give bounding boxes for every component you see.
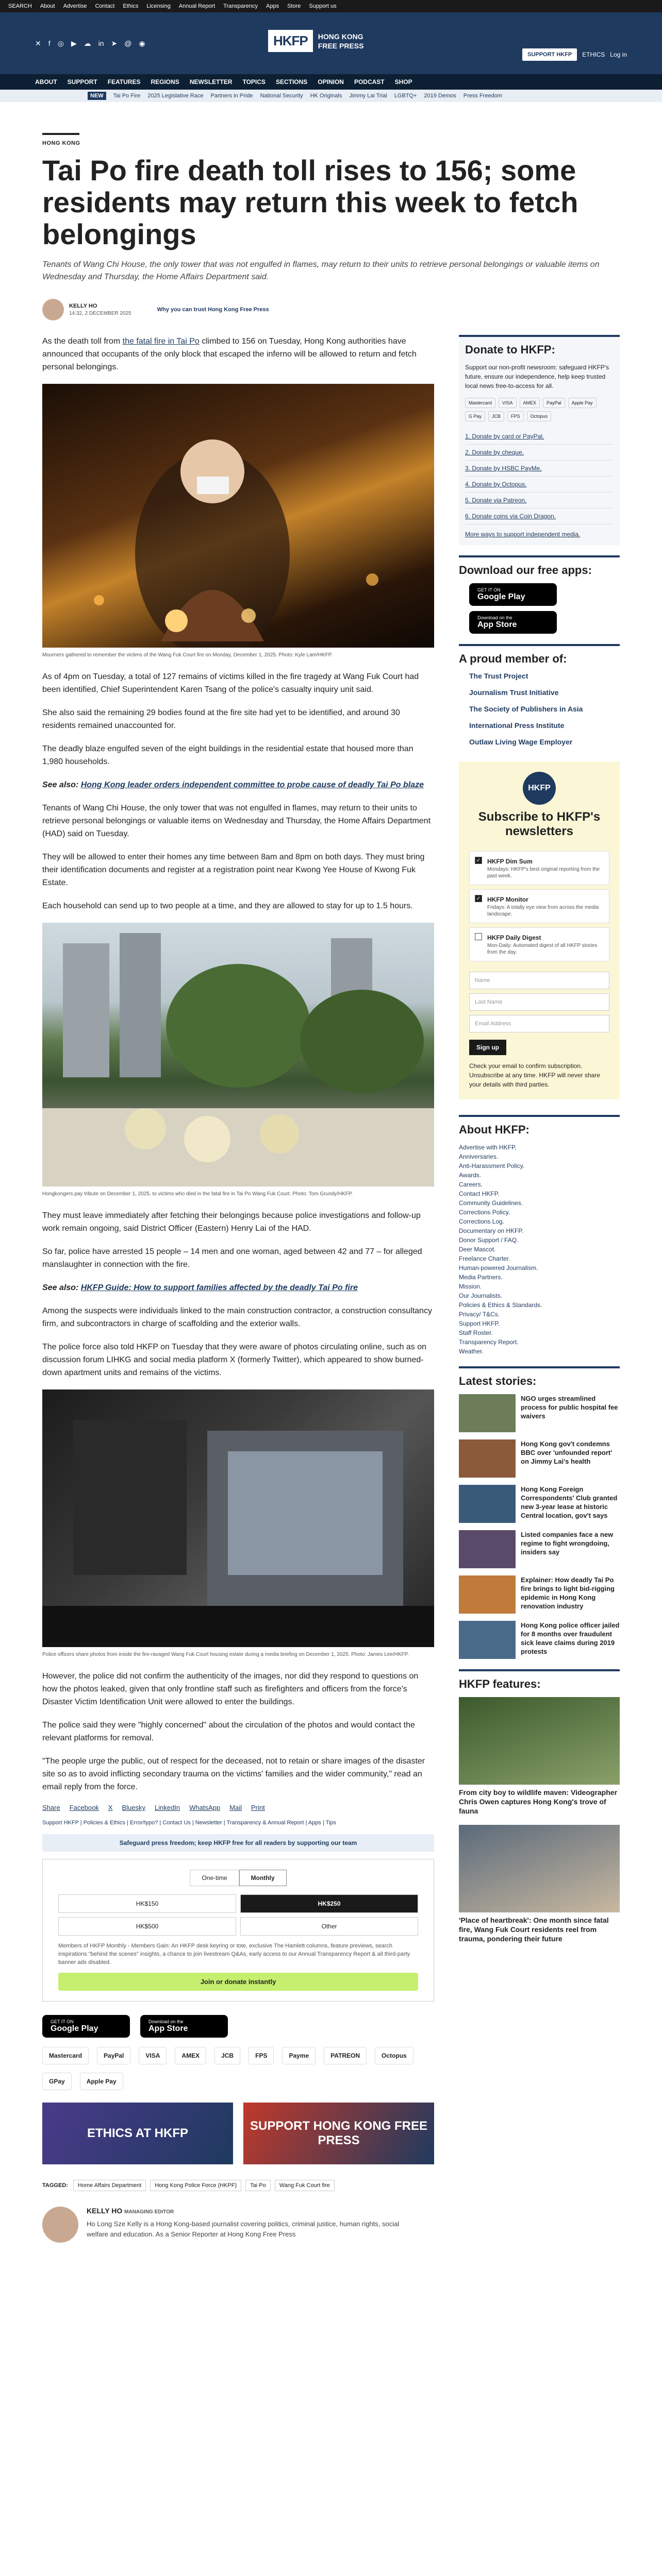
about-link[interactable]: Community Guidelines. bbox=[459, 1199, 523, 1207]
donate-options bbox=[465, 429, 614, 524]
youtube-icon[interactable]: ▶ bbox=[71, 39, 77, 47]
latest-story[interactable] bbox=[459, 1621, 620, 1659]
section-rule bbox=[42, 133, 79, 135]
about-link[interactable]: Documentary on HKFP. bbox=[459, 1227, 524, 1234]
trending-link[interactable]: Partners in Pride bbox=[210, 93, 253, 99]
feature-image[interactable] bbox=[459, 1697, 620, 1785]
nav-item-podcast[interactable]: PODCAST bbox=[354, 78, 385, 86]
newsletter-checkbox[interactable]: ✓ bbox=[475, 895, 482, 902]
newsletter-desc: Fridays: A totally eye view from across the media landscape. bbox=[487, 905, 599, 917]
paragraph: The police said they were "highly concerned" about the circulation of the photos and would contact the relevant platforms for removal. bbox=[42, 1721, 415, 1742]
search-link[interactable]: SEARCH bbox=[8, 3, 32, 9]
trending-link[interactable]: Press Freedom bbox=[463, 93, 502, 99]
about-link[interactable]: Support HKFP. bbox=[459, 1320, 500, 1327]
author-name[interactable]: KELLY HO bbox=[69, 303, 97, 309]
latest-story[interactable] bbox=[459, 1394, 620, 1432]
paragraph: The police force also told HKFP on Tuesday that they were aware of photos circulating online, such as on discussion forum LIHKG and social media platform X (formerly Twitter), which appeared to show burned-down apartment units and remains of the victims. bbox=[42, 1343, 427, 1377]
article-standfirst: Tenants of Wang Chi House, the only tower that was not engulfed in flames, may return to their units to retrieve personal belongings or valuable items on Wednesday and Thursday, the Home Affairs Department said. bbox=[42, 260, 600, 281]
payment-methods bbox=[42, 2047, 434, 2090]
amount-option-other[interactable]: Other bbox=[240, 1917, 418, 1936]
story-title[interactable]: Hong Kong police officer jailed for 8 months over fraudulent sick leave claims during 2019 protests bbox=[521, 1621, 620, 1655]
newsletter-option[interactable] bbox=[469, 889, 609, 923]
about-link[interactable]: Policies & Ethics & Standards. bbox=[459, 1301, 542, 1309]
donate-text: Support our non-profit newsroom: safeguard HKFP's future, ensure our independence, help keep trusted local news free-to-access for all. bbox=[465, 364, 609, 389]
article-body bbox=[42, 335, 434, 2243]
email-input[interactable]: Email Address bbox=[469, 1015, 609, 1032]
about-link[interactable]: Staff Roster. bbox=[459, 1329, 493, 1336]
member-logo[interactable]: International Press Institute bbox=[469, 721, 565, 730]
paragraph: Each household can send up to two people at a time, and they are allowed to stay for up to 1.5 hours. bbox=[42, 902, 413, 910]
apps-box bbox=[459, 555, 620, 634]
membership-note: Members of HKFP Monthly - Members Gain: An HKFP desk keyring or tote, exclusive The Hamlett columns, feature previews, search inspirations "behind the scenes" insights, a chance to join livestream Q&As, early access to our Annual Transparency Report & all third-party banner ads disabled. bbox=[58, 1943, 410, 1965]
newsletter-name: HKFP Monitor bbox=[487, 896, 528, 903]
trending-link[interactable]: Jimmy Lai Trial bbox=[349, 93, 387, 99]
ethics-link[interactable]: ETHICS bbox=[582, 51, 605, 58]
newsletter-name: HKFP Dim Sum bbox=[487, 858, 533, 865]
photo-caption: Police officers share photos from inside the fire-ravaged Wang Fuk Court housing estate during a media briefing on December 1, 2025. Photo: James Lee/HKFP. bbox=[42, 1652, 409, 1657]
see-also-link[interactable]: Hong Kong leader orders independent committee to probe cause of deadly Tai Po blaze bbox=[80, 781, 424, 789]
threads-icon[interactable]: @ bbox=[124, 39, 132, 47]
story-thumbnail[interactable] bbox=[459, 1575, 516, 1614]
nav-item-opinion[interactable]: OPINION bbox=[318, 78, 344, 86]
about-link[interactable]: Corrections Log. bbox=[459, 1218, 505, 1225]
photo-caption: Hongkongers pay tribute on December 1, 2025, to victims who died in the fatal fire in Tai Po Wang Fuk Court. Photo: Tom Grundy/HKFP. bbox=[42, 1191, 353, 1197]
tag-link[interactable]: Wang Fuk Court fire bbox=[275, 2180, 335, 2191]
tributes-illustration bbox=[42, 923, 434, 1187]
signup-button[interactable]: Sign up bbox=[469, 1040, 506, 1055]
payment-logo: Octopus bbox=[375, 2047, 413, 2064]
share-label: Share bbox=[42, 1804, 60, 1811]
author-avatar[interactable] bbox=[42, 299, 64, 320]
safeguard-banner: Safeguard press freedom; keep HKFP free for all readers by supporting our team bbox=[42, 1834, 434, 1852]
donate-option-link[interactable]: 6. Donate coins via Coin Dragon. bbox=[465, 509, 614, 524]
paragraph: As of 4pm on Tuesday, a total of 127 remains of victims killed in the fire tragedy at Wang Fuk Court had been identified, Chief Superintendent Karen Tsang of the police's casualty inquiry unit said. bbox=[42, 672, 419, 694]
donate-option-link[interactable]: 5. Donate via Patreon. bbox=[465, 493, 614, 509]
story-title[interactable]: Hong Kong Foreign Correspondents' Club granted new 3-year lease at historic Central location, gov't says bbox=[521, 1485, 618, 1519]
payment-icon: G Pay bbox=[465, 411, 485, 421]
top-utility-bar bbox=[0, 0, 662, 12]
amount-option-selected[interactable]: HK$250 bbox=[240, 1894, 418, 1913]
member-heading: A proud member of: bbox=[459, 652, 567, 665]
about-link[interactable]: Careers. bbox=[459, 1181, 483, 1188]
story-thumbnail[interactable] bbox=[459, 1485, 516, 1523]
article-photo-tributes[interactable] bbox=[42, 923, 434, 1187]
trust-link[interactable]: Why you can trust Hong Kong Free Press bbox=[157, 307, 269, 313]
trending-link[interactable]: HK Originals bbox=[310, 93, 342, 99]
photo-caption: Mourners gathered to remember the victims of the Wang Fuk Court fire on Monday, December 1, 2025. Photo: Kyle Lam/HKFP. bbox=[42, 652, 333, 658]
nav-item-sections[interactable]: SECTIONS bbox=[275, 78, 308, 86]
topbar-link[interactable]: Annual Report bbox=[178, 3, 216, 9]
paragraph: The deadly blaze engulfed seven of the eight buildings in the residential estate that housed more than 1,980 households. bbox=[42, 744, 413, 766]
paragraph: However, the police did not confirm the authenticity of the images, nor did they respond to questions on how the photos leaked, given that only frontline staff such as firefighters and officers from the force's Disaster Victim Identification Unit were allowed to enter the buildings. bbox=[42, 1672, 419, 1706]
paragraph: They will be allowed to enter their homes any time between 8am and 8pm on both days. They must bring their identification documents and register at a registration point near Kwong Yee House of Kwong Fuk Estate. bbox=[42, 853, 425, 887]
sidebar bbox=[459, 335, 620, 2243]
article-photo-burned-unit[interactable] bbox=[42, 1389, 434, 1647]
nav-item-topics[interactable]: TOPICS bbox=[242, 78, 266, 86]
latest-heading: Latest stories: bbox=[459, 1375, 537, 1387]
facebook-icon[interactable]: f bbox=[48, 39, 51, 47]
payment-icon: FPS bbox=[507, 411, 524, 421]
member-logo[interactable]: Outlaw Living Wage Employer bbox=[469, 738, 573, 746]
donate-box bbox=[459, 335, 620, 545]
trending-link[interactable]: Tai Po Fire bbox=[113, 93, 141, 99]
newsletter-option[interactable] bbox=[469, 927, 609, 961]
about-link[interactable]: Contact HKFP. bbox=[459, 1190, 500, 1197]
member-logo[interactable]: Journalism Trust Initiative bbox=[469, 688, 559, 697]
app-promo bbox=[42, 2015, 434, 2038]
donate-option-link[interactable]: 3. Donate by HSBC PayMe. bbox=[465, 461, 614, 477]
linkedin-icon[interactable]: in bbox=[98, 39, 104, 47]
amount-option[interactable]: HK$150 bbox=[58, 1894, 236, 1913]
publish-date: 14:32, 2 DECEMBER 2025 bbox=[69, 311, 131, 316]
story-thumbnail[interactable] bbox=[459, 1621, 516, 1659]
story-title[interactable]: Listed companies face a new regime to fight wrongdoing, insiders say bbox=[521, 1531, 614, 1556]
paragraph: They must leave immediately after fetching their belongings because police investigations and follow-up work remain ongoing, said District Officer (Eastern) Henry Lai of the HAD. bbox=[42, 1211, 421, 1233]
about-link[interactable]: Advertise with HKFP. bbox=[459, 1144, 517, 1151]
tag-link[interactable]: Tai Po bbox=[245, 2180, 271, 2191]
author-avatar[interactable] bbox=[42, 2207, 78, 2243]
about-link[interactable]: Mission. bbox=[459, 1283, 482, 1290]
new-badge: NEW bbox=[88, 92, 106, 100]
trending-link[interactable]: LGBTQ+ bbox=[394, 93, 417, 99]
apps-heading: Download our free apps: bbox=[459, 564, 592, 577]
article-photo-mourners[interactable] bbox=[42, 384, 434, 648]
app-store-button[interactable]: Download on the App Store bbox=[140, 2015, 228, 2038]
features-box bbox=[459, 1669, 620, 1943]
payment-logo: JCB bbox=[214, 2047, 240, 2064]
main-nav bbox=[0, 74, 662, 90]
topbar-link[interactable]: Store bbox=[287, 3, 301, 9]
story-title[interactable]: NGO urges streamlined process for public hospital fee waivers bbox=[521, 1395, 618, 1420]
section-label[interactable]: HONG KONG bbox=[42, 140, 80, 146]
trending-bar bbox=[0, 90, 662, 102]
share-linkedin-link[interactable]: LinkedIn bbox=[155, 1804, 180, 1811]
telegram-icon[interactable]: ➤ bbox=[111, 39, 118, 47]
ethics-banner[interactable]: ETHICS AT HKFP bbox=[42, 2103, 233, 2164]
story-thumbnail[interactable] bbox=[459, 1439, 516, 1478]
about-link[interactable]: Anti-Harassment Policy. bbox=[459, 1162, 525, 1170]
newsletter-name: HKFP Daily Digest bbox=[487, 934, 541, 941]
nav-item-regions[interactable]: REGIONS bbox=[151, 78, 179, 86]
donate-payment-icons bbox=[465, 398, 614, 421]
latest-story[interactable] bbox=[459, 1575, 620, 1614]
share-whatsapp-link[interactable]: WhatsApp bbox=[189, 1804, 221, 1811]
nav-item-features[interactable]: FEATURES bbox=[107, 78, 141, 86]
article-title: Tai Po fire death toll rises to 156; some residents may return this week to fetch belongings bbox=[42, 154, 578, 250]
amount-option[interactable]: HK$500 bbox=[58, 1917, 236, 1936]
payment-logo: Mastercard bbox=[42, 2047, 89, 2064]
share-facebook-link[interactable]: Facebook bbox=[69, 1804, 99, 1811]
monthly-option[interactable]: Monthly bbox=[239, 1870, 287, 1886]
donate-option-link[interactable]: 1. Donate by card or PayPal. bbox=[465, 429, 614, 445]
google-play-button[interactable]: GET IT ON Google Play bbox=[42, 2015, 130, 2038]
payment-icon: PayPal bbox=[543, 398, 565, 408]
about-link[interactable]: Our Journalists. bbox=[459, 1292, 503, 1299]
share-x-link[interactable]: X bbox=[108, 1804, 113, 1811]
payment-icon: JCB bbox=[488, 411, 504, 421]
about-box bbox=[459, 1115, 620, 1356]
name-input[interactable]: Name bbox=[469, 972, 609, 989]
trending-link[interactable]: National Security bbox=[260, 93, 303, 99]
about-link[interactable]: Corrections Policy. bbox=[459, 1209, 510, 1216]
member-logo[interactable]: The Society of Publishers in Asia bbox=[469, 705, 583, 713]
payment-icon: Apple Pay bbox=[568, 398, 597, 408]
payment-logo: VISA bbox=[139, 2047, 167, 2064]
latest-story[interactable] bbox=[459, 1485, 620, 1523]
donate-option-link[interactable]: 2. Donate by cheque. bbox=[465, 445, 614, 461]
feature-story[interactable] bbox=[459, 1697, 620, 1816]
site-header bbox=[0, 12, 662, 74]
byline bbox=[42, 297, 620, 323]
payment-logo: Payme bbox=[282, 2047, 316, 2064]
donation-widget bbox=[42, 1859, 434, 2002]
trending-link[interactable]: 2019 Demos bbox=[424, 93, 456, 99]
newsletter-checkbox[interactable] bbox=[475, 933, 482, 940]
fire-link[interactable]: the fatal fire in Tai Po bbox=[122, 337, 200, 346]
feature-image[interactable] bbox=[459, 1825, 620, 1912]
paragraph: Tenants of Wang Chi House, the only tower that was not engulfed in flames, may return to their units to retrieve personal belongings or valuable items on Wednesday and Thursday, the Home Affairs Department (HAD) said on Tuesday. bbox=[42, 804, 431, 838]
newsletter-checkbox[interactable]: ✓ bbox=[475, 857, 482, 864]
about-heading: About HKFP: bbox=[459, 1123, 529, 1136]
topbar-link[interactable]: Ethics bbox=[123, 3, 139, 9]
newsletter-desc: Mondays: HKFP's best original reporting from the past week. bbox=[487, 867, 600, 879]
story-title[interactable]: Explainer: How deadly Tai Po fire brings to light bid-rigging epidemic in Hong Kong renovation industry bbox=[521, 1576, 615, 1610]
google-play-button[interactable]: GET IT ON Google Play bbox=[469, 583, 557, 606]
about-link[interactable]: Awards. bbox=[459, 1172, 482, 1179]
rss-icon[interactable]: ◉ bbox=[139, 39, 145, 47]
donate-option-link[interactable]: 4. Donate by Octopus. bbox=[465, 477, 614, 493]
nav-item-about[interactable]: ABOUT bbox=[35, 78, 57, 86]
trending-link[interactable]: 2025 Legislative Race bbox=[147, 93, 204, 99]
more-ways-link[interactable]: More ways to support independent media. bbox=[465, 531, 581, 538]
payment-logo: AMEX bbox=[175, 2047, 206, 2064]
tag-link[interactable]: Hong Kong Police Force (HKPF) bbox=[150, 2180, 241, 2191]
newsletter-option[interactable] bbox=[469, 851, 609, 885]
burned-unit-illustration bbox=[42, 1389, 434, 1647]
one-time-option[interactable]: One-time bbox=[190, 1870, 239, 1886]
share-bluesky-link[interactable]: Bluesky bbox=[122, 1804, 145, 1811]
amount-options bbox=[58, 1894, 418, 1936]
payment-icon: Mastercard bbox=[465, 398, 495, 408]
instagram-icon[interactable]: ◎ bbox=[57, 39, 64, 47]
story-thumbnail[interactable] bbox=[459, 1530, 516, 1568]
features-heading: HKFP features: bbox=[459, 1677, 541, 1690]
author-bio: Ho Long Sze Kelly is a Hong Kong-based journalist covering politics, criminal justice, human rights, social welfare and education. As a Senior Reporter at Hong Kong Free Press bbox=[87, 2220, 400, 2238]
about-link[interactable]: Media Partners. bbox=[459, 1274, 503, 1281]
about-link[interactable]: Anniversaries. bbox=[459, 1153, 499, 1160]
payment-logo: FPS bbox=[249, 2047, 274, 2064]
support-hkfp-button[interactable]: SUPPORT HKFP bbox=[522, 48, 577, 61]
newsletter-heading: Subscribe to HKFP's newsletters bbox=[478, 810, 601, 838]
payment-logo: GPay bbox=[42, 2073, 72, 2090]
share-links bbox=[42, 1804, 434, 1811]
payment-logo: PATREON bbox=[324, 2047, 367, 2064]
support-banner[interactable]: SUPPORT HONG KONG FREE PRESS bbox=[243, 2103, 434, 2164]
author-box bbox=[42, 2207, 434, 2243]
topbar-link[interactable]: Transparency bbox=[223, 3, 258, 9]
subscribe-note: Check your email to confirm subscription. Unsubscribe at any time. HKFP will never share your details with third parties. bbox=[469, 1062, 600, 1088]
payment-logo: PayPal bbox=[97, 2047, 130, 2064]
topbar-link[interactable]: About bbox=[40, 3, 55, 9]
mourners-illustration bbox=[42, 384, 434, 648]
bluesky-icon[interactable]: ☁ bbox=[84, 39, 91, 47]
topbar-link[interactable]: Advertise bbox=[63, 3, 87, 9]
topbar-link[interactable]: Licensing bbox=[146, 3, 171, 9]
latest-stories bbox=[459, 1366, 620, 1659]
author-name[interactable]: KELLY HO MANAGING EDITOR bbox=[87, 2207, 174, 2215]
tag-link[interactable]: Home Affairs Department bbox=[73, 2180, 146, 2191]
donate-heading: Donate to HKFP: bbox=[465, 343, 555, 356]
member-box bbox=[459, 644, 620, 746]
paragraph: So far, police have arrested 15 people – 14 men and one woman, aged between 42 and 77 – for alleged manslaughter in connection with the fire. bbox=[42, 1247, 422, 1269]
nav-item-shop[interactable]: SHOP bbox=[394, 78, 412, 86]
feature-title[interactable]: 'Place of heartbreak': One month since fatal fire, Wang Fuk Court residents reel from trauma, pondering their future bbox=[459, 1916, 609, 1943]
about-link[interactable]: Weather. bbox=[459, 1348, 484, 1355]
latest-story[interactable] bbox=[459, 1530, 620, 1568]
nav-item-support[interactable]: SUPPORT bbox=[67, 78, 97, 86]
about-link[interactable]: Freelance Charter. bbox=[459, 1255, 510, 1262]
share-print-link[interactable]: Print bbox=[251, 1804, 265, 1811]
story-title[interactable]: Hong Kong gov't condemns BBC over 'unfounded report' on Jimmy Lai's health bbox=[521, 1440, 613, 1465]
site-logo[interactable]: HKFP HONG KONG FREE PRESS bbox=[268, 30, 363, 52]
paragraph: As the death toll from the fatal fire in Tai Po climbed to 156 on Tuesday, Hong Kong authorities have announced that occupants of the only block that escaped the inferno will be allowed to return and fetch personal belongings. bbox=[42, 337, 417, 371]
about-link[interactable]: Deer Mascot. bbox=[459, 1246, 496, 1253]
story-thumbnail[interactable] bbox=[459, 1394, 516, 1432]
social-links bbox=[35, 39, 267, 48]
topbar-link[interactable]: Apps bbox=[266, 3, 279, 9]
promo-banners bbox=[42, 2103, 434, 2164]
join-donate-button[interactable]: Join or donate instantly bbox=[58, 1973, 418, 1991]
paragraph: Among the suspects were individuals linked to the main construction contractor, a construction consultancy firm, and subcontractors in charge of scaffolding and the exterior walls. bbox=[42, 1307, 432, 1328]
about-link[interactable]: Donor Support / FAQ. bbox=[459, 1236, 519, 1244]
feature-title[interactable]: From city boy to wildlife maven: Videographer Chris Owen captures Hong Kong's trove of fauna bbox=[459, 1788, 618, 1815]
last-name-input[interactable]: Last Name bbox=[469, 993, 609, 1011]
payment-icon: AMEX bbox=[520, 398, 540, 408]
payment-icon: Octopus bbox=[527, 411, 552, 421]
frequency-toggle bbox=[58, 1870, 418, 1886]
paragraph: "The people urge the public, out of respect for the deceased, not to retain or share images of the disaster site so as to avoid inflicting secondary trauma on the victims' families and the wider community," read an email reply from the force. bbox=[42, 1757, 425, 1791]
share-mail-link[interactable]: Mail bbox=[229, 1804, 242, 1811]
latest-story[interactable] bbox=[459, 1439, 620, 1478]
paragraph: She also said the remaining 29 bodies found at the fire site had yet to be identified, and around 30 residents remained unaccounted for. bbox=[42, 708, 400, 730]
see-also: See also: HKFP Guide: How to support families affected by the deadly Tai Po fire bbox=[42, 1283, 358, 1292]
app-store-button[interactable]: Download on the App Store bbox=[469, 611, 557, 634]
article-footer-links[interactable]: Support HKFP | Policies & Ethics | Error/typo? | Contact Us | Newsletter | Transparency & Annual Report | Apps | Tips bbox=[42, 1820, 337, 1826]
twitter-icon[interactable]: ✕ bbox=[35, 39, 41, 47]
payment-logo: Apple Pay bbox=[80, 2073, 123, 2090]
member-logo[interactable]: The Trust Project bbox=[469, 672, 528, 680]
article-tags: TAGGED: Home Affairs Department Hong Kong Police Force (HKPF) Tai Po Wang Fuk Court fire bbox=[42, 2180, 434, 2191]
see-also-link[interactable]: HKFP Guide: How to support families affected by the deadly Tai Po fire bbox=[80, 1283, 358, 1292]
payment-icon: VISA bbox=[499, 398, 517, 408]
see-also: See also: Hong Kong leader orders independent committee to probe cause of deadly Tai Po blaze bbox=[42, 781, 424, 789]
topbar-link[interactable]: Contact bbox=[95, 3, 115, 9]
about-link[interactable]: Human-powered Journalism. bbox=[459, 1264, 538, 1272]
login-link[interactable]: Log in bbox=[610, 51, 627, 58]
about-link[interactable]: Privacy/ T&Cs. bbox=[459, 1311, 500, 1318]
feature-story[interactable] bbox=[459, 1825, 620, 1943]
about-link[interactable]: Transparency Report. bbox=[459, 1338, 519, 1346]
newsletter-box bbox=[459, 761, 620, 1099]
topbar-link[interactable]: Support us bbox=[309, 3, 337, 9]
nav-item-newsletter[interactable]: NEWSLETTER bbox=[189, 78, 233, 86]
newsletter-desc: Mon-Daily: Automated digest of all HKFP stories from the day. bbox=[487, 943, 598, 955]
hkfp-logo: HKFP bbox=[523, 772, 556, 805]
